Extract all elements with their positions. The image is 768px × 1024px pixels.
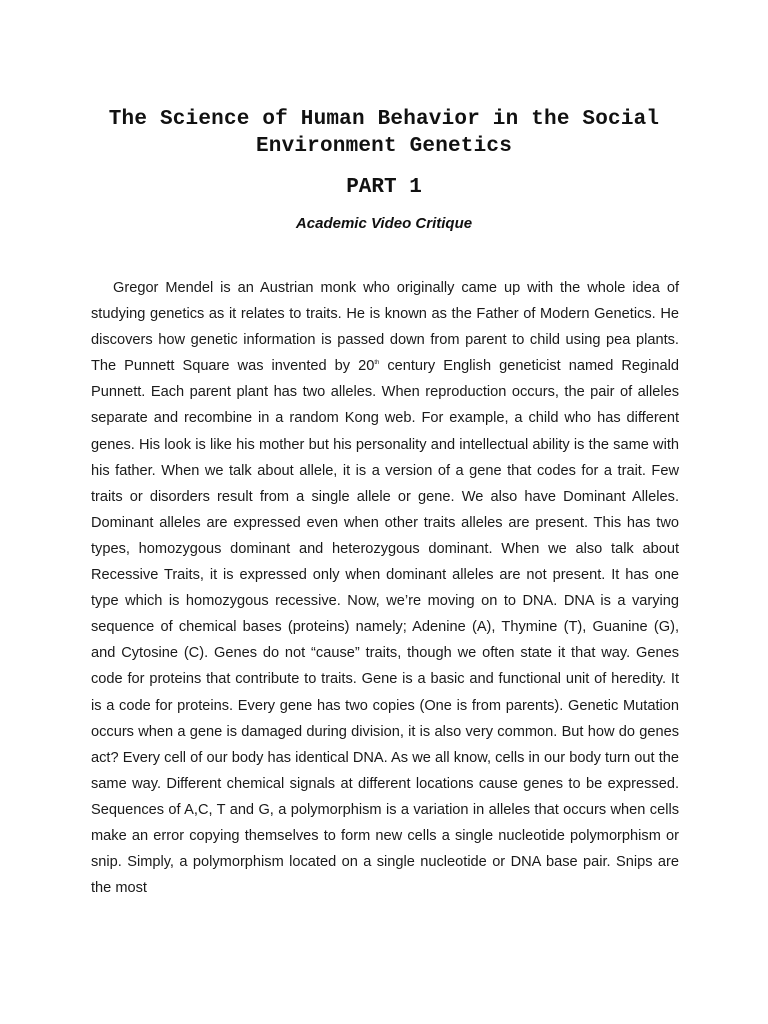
title-line-1: The Science of Human Behavior in the Social [108, 108, 660, 131]
body-paragraph [91, 275, 679, 901]
part-heading: PART 1 [346, 176, 422, 199]
ordinal-superscript: th [374, 360, 380, 367]
title-line-2: Environment Genetics [255, 135, 513, 158]
paragraph-text-start: Gregor Mendel is an Austrian monk who originally came up with the whole idea of studying genetics as it relates to traits. He is known as the Father of Modern Genetics. He discovers how genetic information is passed down from parent to child using pea plants. The Punnett Square was invented by 20 [91, 280, 679, 375]
document-subtitle: Academic Video Critique [295, 215, 473, 232]
document-title [40, 106, 728, 160]
paragraph-text-rest: century English geneticist named Reginald Punnett. Each parent plant has two alleles. When reproduction occurs, the pair of alleles separate and recombine in a random Kong web. For example, a child who has different genes. His look is like his mother but his personality and intellectual ability is the same with his father. When we talk about allele, it is a version of a gene that codes for a trait. Few traits or disorders result from a single allele or gene. We also have Dominant Alleles. Dominant alleles are expressed even when other traits alleles are present. This has two types, homozygous dominant and heterozygous dominant. When we also talk about Recessive Traits, it is expressed only when dominant alleles are not present. It has one type which is homozygous recessive. Now, we’re moving on to DNA. DNA is a varying sequence of chemical bases (proteins) namely; Adenine (A), Thymine (T), Guanine (G), and Cytosine (C). Genes do not “cause” traits, though we often state it that way. Genes code for proteins that contribute to traits. Gene is a basic and functional unit of heredity. It is a code for proteins. Every gene has two copies (One is from parents). Genetic Mutation occurs when a gene is damaged during division, it is also very common. But how do genes act? Every cell of our body has identical DNA. As we all know, cells in our body turn out the same way. Different chemical signals at different locations cause genes to be expressed. Sequences of A,C, T and G, a polymorphism is a variation in alleles that occurs when cells make an error copying themselves to form new cells a single nucleotide polymorphism or snip. Simply, a polymorphism located on a single nucleotide or DNA base pair. Snips are the most [91, 358, 679, 897]
